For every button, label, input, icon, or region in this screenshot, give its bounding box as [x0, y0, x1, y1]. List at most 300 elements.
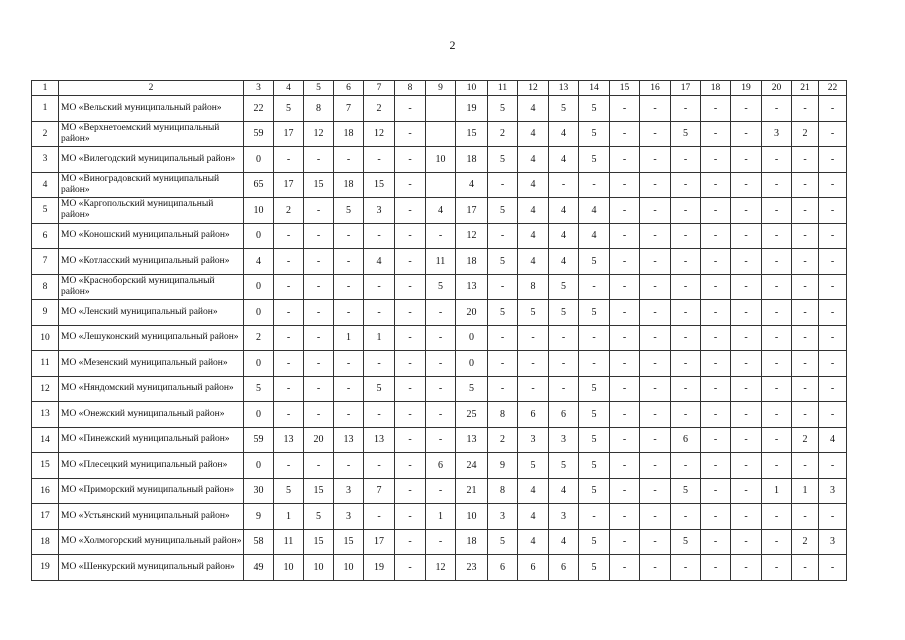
value-cell: 15 [456, 121, 488, 147]
value-cell: 10 [456, 504, 488, 530]
value-cell: - [274, 274, 304, 300]
value-cell: - [488, 274, 518, 300]
value-cell: - [701, 223, 731, 249]
value-cell: - [610, 478, 640, 504]
value-cell: - [304, 223, 334, 249]
value-cell: 8 [488, 478, 518, 504]
value-cell: - [610, 172, 640, 198]
value-cell: 5 [579, 555, 610, 581]
value-cell: - [274, 300, 304, 326]
value-cell: - [334, 274, 364, 300]
value-cell: 5 [549, 453, 579, 479]
value-cell: - [395, 96, 426, 122]
value-cell: - [304, 376, 334, 402]
value-cell: 19 [364, 555, 395, 581]
column-header: 1 [32, 81, 59, 96]
value-cell: - [762, 453, 792, 479]
value-cell: - [701, 478, 731, 504]
value-cell: - [640, 529, 671, 555]
value-cell: - [395, 198, 426, 224]
value-cell: - [274, 453, 304, 479]
value-cell: - [819, 555, 847, 581]
value-cell: 17 [274, 121, 304, 147]
row-number-cell: 19 [32, 555, 59, 581]
value-cell: 5 [274, 478, 304, 504]
value-cell: - [762, 198, 792, 224]
value-cell: 13 [364, 427, 395, 453]
value-cell: 15 [304, 529, 334, 555]
value-cell: - [610, 453, 640, 479]
value-cell: 7 [364, 478, 395, 504]
value-cell: - [610, 555, 640, 581]
column-header: 2 [59, 81, 244, 96]
value-cell: - [488, 172, 518, 198]
value-cell: - [426, 376, 456, 402]
value-cell: 4 [456, 172, 488, 198]
value-cell: 5 [549, 300, 579, 326]
row-number-cell: 3 [32, 147, 59, 173]
value-cell: 12 [364, 121, 395, 147]
district-name-cell: МО «Лешуконский муниципальный район» [59, 325, 244, 351]
value-cell: - [640, 427, 671, 453]
value-cell: 9 [244, 504, 274, 530]
value-cell: 58 [244, 529, 274, 555]
table-row [32, 172, 847, 198]
value-cell: - [364, 453, 395, 479]
value-cell: - [579, 274, 610, 300]
value-cell: - [426, 300, 456, 326]
value-cell: 17 [364, 529, 395, 555]
value-cell: 12 [426, 555, 456, 581]
column-header: 7 [364, 81, 395, 96]
value-cell: 0 [244, 402, 274, 428]
value-cell: 4 [518, 223, 549, 249]
value-cell: 19 [456, 96, 488, 122]
value-cell: - [395, 249, 426, 275]
value-cell: 5 [579, 249, 610, 275]
value-cell: - [792, 402, 819, 428]
value-cell: - [640, 402, 671, 428]
value-cell: - [819, 198, 847, 224]
value-cell: 0 [244, 274, 274, 300]
value-cell: - [395, 376, 426, 402]
value-cell: 59 [244, 121, 274, 147]
value-cell: 5 [549, 274, 579, 300]
value-cell: - [792, 249, 819, 275]
value-cell: - [304, 453, 334, 479]
value-cell: - [488, 325, 518, 351]
value-cell: 0 [244, 351, 274, 377]
value-cell: - [274, 402, 304, 428]
value-cell: - [731, 427, 762, 453]
value-cell: - [579, 351, 610, 377]
row-number-cell: 18 [32, 529, 59, 555]
value-cell: 5 [334, 198, 364, 224]
table-row [32, 351, 847, 377]
value-cell: - [671, 504, 701, 530]
value-cell: - [395, 325, 426, 351]
table-row [32, 427, 847, 453]
table-row [32, 121, 847, 147]
value-cell: - [792, 274, 819, 300]
value-cell: 23 [456, 555, 488, 581]
value-cell: 5 [579, 300, 610, 326]
district-name-cell: МО «Верхнетоемский муниципальный район» [59, 121, 244, 147]
column-header: 19 [731, 81, 762, 96]
value-cell: - [426, 351, 456, 377]
value-cell: - [364, 223, 395, 249]
value-cell: 4 [549, 478, 579, 504]
value-cell: 6 [518, 555, 549, 581]
district-name-cell: МО «Котласский муниципальный район» [59, 249, 244, 275]
value-cell: 7 [334, 96, 364, 122]
table-header-row [32, 81, 847, 96]
value-cell: - [792, 376, 819, 402]
value-cell: 15 [304, 478, 334, 504]
table-row [32, 453, 847, 479]
value-cell: 3 [762, 121, 792, 147]
row-number-cell: 11 [32, 351, 59, 377]
value-cell: 20 [304, 427, 334, 453]
value-cell: 4 [819, 427, 847, 453]
table-row [32, 96, 847, 122]
value-cell: - [819, 249, 847, 275]
table-row [32, 300, 847, 326]
value-cell: - [701, 325, 731, 351]
row-number-cell: 1 [32, 96, 59, 122]
value-cell: - [426, 223, 456, 249]
value-cell: - [395, 555, 426, 581]
value-cell: 2 [792, 427, 819, 453]
value-cell: - [549, 325, 579, 351]
row-number-cell: 14 [32, 427, 59, 453]
row-number-cell: 7 [32, 249, 59, 275]
value-cell: - [274, 223, 304, 249]
value-cell: 20 [456, 300, 488, 326]
row-number-cell: 13 [32, 402, 59, 428]
value-cell: 3 [819, 529, 847, 555]
column-header: 5 [304, 81, 334, 96]
value-cell: - [731, 274, 762, 300]
value-cell: 5 [549, 96, 579, 122]
value-cell: 11 [426, 249, 456, 275]
value-cell: - [762, 249, 792, 275]
value-cell: - [762, 96, 792, 122]
value-cell: 5 [579, 453, 610, 479]
value-cell: - [274, 147, 304, 173]
value-cell: - [395, 147, 426, 173]
district-name-cell: МО «Устьянский муниципальный район» [59, 504, 244, 530]
row-number-cell: 4 [32, 172, 59, 198]
row-number-cell: 5 [32, 198, 59, 224]
value-cell: 4 [518, 529, 549, 555]
value-cell: - [792, 555, 819, 581]
value-cell: 1 [334, 325, 364, 351]
value-cell: 5 [364, 376, 395, 402]
value-cell: - [610, 427, 640, 453]
district-name-cell: МО «Няндомский муниципальный район» [59, 376, 244, 402]
value-cell: 2 [274, 198, 304, 224]
value-cell: - [640, 249, 671, 275]
value-cell: - [334, 402, 364, 428]
value-cell: 4 [518, 249, 549, 275]
value-cell: 5 [488, 96, 518, 122]
district-name-cell: МО «Мезенский муниципальный район» [59, 351, 244, 377]
value-cell: - [640, 351, 671, 377]
value-cell: - [819, 453, 847, 479]
value-cell: - [671, 300, 701, 326]
column-header: 10 [456, 81, 488, 96]
table-row [32, 223, 847, 249]
district-name-cell: МО «Пинежский муниципальный район» [59, 427, 244, 453]
value-cell: 2 [488, 121, 518, 147]
value-cell: 2 [792, 121, 819, 147]
value-cell: - [819, 351, 847, 377]
value-cell: 3 [549, 504, 579, 530]
value-cell: - [762, 325, 792, 351]
value-cell: 5 [671, 478, 701, 504]
value-cell: - [762, 529, 792, 555]
value-cell: - [731, 504, 762, 530]
value-cell: - [792, 198, 819, 224]
value-cell: - [488, 351, 518, 377]
value-cell: 6 [549, 555, 579, 581]
value-cell: 10 [426, 147, 456, 173]
value-cell: - [334, 351, 364, 377]
value-cell: - [792, 504, 819, 530]
value-cell: - [395, 478, 426, 504]
value-cell: - [640, 96, 671, 122]
value-cell: - [364, 351, 395, 377]
value-cell: - [762, 300, 792, 326]
value-cell: 2 [488, 427, 518, 453]
table-row [32, 325, 847, 351]
statistics-table [31, 80, 847, 581]
value-cell: 18 [456, 249, 488, 275]
district-name-cell: МО «Красноборский муниципальный район» [59, 274, 244, 300]
column-header: 6 [334, 81, 364, 96]
value-cell: - [610, 529, 640, 555]
row-number-cell: 12 [32, 376, 59, 402]
value-cell: - [395, 300, 426, 326]
value-cell: - [610, 300, 640, 326]
value-cell: - [792, 325, 819, 351]
value-cell: 49 [244, 555, 274, 581]
row-number-cell: 6 [32, 223, 59, 249]
value-cell: - [610, 325, 640, 351]
value-cell: - [488, 376, 518, 402]
value-cell: 5 [579, 478, 610, 504]
value-cell: 6 [488, 555, 518, 581]
value-cell: 4 [244, 249, 274, 275]
value-cell: - [671, 376, 701, 402]
value-cell: - [701, 300, 731, 326]
value-cell: - [640, 172, 671, 198]
value-cell: - [701, 96, 731, 122]
value-cell: 6 [518, 402, 549, 428]
value-cell: - [334, 376, 364, 402]
value-cell [426, 96, 456, 122]
value-cell: 5 [671, 121, 701, 147]
district-name-cell: МО «Онежский муниципальный район» [59, 402, 244, 428]
district-name-cell: МО «Вельский муниципальный район» [59, 96, 244, 122]
value-cell: - [731, 147, 762, 173]
value-cell: 21 [456, 478, 488, 504]
value-cell: 10 [274, 555, 304, 581]
value-cell: 2 [364, 96, 395, 122]
value-cell: - [610, 402, 640, 428]
value-cell: - [640, 274, 671, 300]
value-cell: 15 [334, 529, 364, 555]
value-cell: - [395, 274, 426, 300]
value-cell: 17 [456, 198, 488, 224]
value-cell: - [395, 453, 426, 479]
value-cell: - [819, 147, 847, 173]
value-cell: - [819, 325, 847, 351]
value-cell: 30 [244, 478, 274, 504]
value-cell: - [671, 96, 701, 122]
table-row [32, 147, 847, 173]
value-cell: 9 [488, 453, 518, 479]
value-cell: - [701, 147, 731, 173]
value-cell: - [274, 376, 304, 402]
value-cell: 6 [671, 427, 701, 453]
value-cell: 8 [518, 274, 549, 300]
value-cell: 1 [762, 478, 792, 504]
value-cell: 6 [426, 453, 456, 479]
value-cell: - [610, 96, 640, 122]
value-cell: 18 [456, 529, 488, 555]
value-cell: - [819, 223, 847, 249]
value-cell: - [671, 453, 701, 479]
column-header: 9 [426, 81, 456, 96]
value-cell: 4 [579, 223, 610, 249]
value-cell: - [731, 198, 762, 224]
value-cell: - [579, 325, 610, 351]
value-cell: 1 [274, 504, 304, 530]
value-cell: - [549, 172, 579, 198]
value-cell: - [701, 453, 731, 479]
value-cell: - [701, 402, 731, 428]
value-cell: 5 [488, 147, 518, 173]
value-cell: 4 [549, 121, 579, 147]
value-cell: - [671, 198, 701, 224]
value-cell: 5 [488, 529, 518, 555]
value-cell: - [701, 274, 731, 300]
value-cell: 3 [334, 504, 364, 530]
value-cell: - [731, 249, 762, 275]
value-cell: - [819, 376, 847, 402]
value-cell: - [671, 274, 701, 300]
value-cell: - [731, 172, 762, 198]
value-cell: 5 [304, 504, 334, 530]
value-cell: - [395, 223, 426, 249]
district-name-cell: МО «Плесецкий муниципальный район» [59, 453, 244, 479]
district-name-cell: МО «Холмогорский муниципальный район» [59, 529, 244, 555]
value-cell: - [762, 376, 792, 402]
value-cell: 13 [456, 274, 488, 300]
value-cell: - [426, 529, 456, 555]
value-cell: 5 [579, 529, 610, 555]
value-cell: 10 [244, 198, 274, 224]
column-header: 14 [579, 81, 610, 96]
value-cell: 5 [579, 402, 610, 428]
value-cell: 18 [334, 121, 364, 147]
value-cell: - [364, 504, 395, 530]
column-header: 12 [518, 81, 549, 96]
table-row [32, 504, 847, 530]
value-cell: - [819, 300, 847, 326]
value-cell: - [610, 249, 640, 275]
value-cell: 1 [426, 504, 456, 530]
value-cell: - [549, 376, 579, 402]
value-cell: - [819, 402, 847, 428]
value-cell: 12 [456, 223, 488, 249]
column-header: 13 [549, 81, 579, 96]
value-cell: - [731, 351, 762, 377]
value-cell: - [731, 376, 762, 402]
value-cell: - [610, 351, 640, 377]
value-cell: - [304, 402, 334, 428]
value-cell: - [640, 147, 671, 173]
value-cell: - [304, 274, 334, 300]
value-cell: 0 [456, 351, 488, 377]
value-cell: - [610, 376, 640, 402]
column-header: 16 [640, 81, 671, 96]
value-cell: - [731, 96, 762, 122]
value-cell: - [610, 223, 640, 249]
column-header: 21 [792, 81, 819, 96]
value-cell: 6 [549, 402, 579, 428]
value-cell: - [304, 325, 334, 351]
value-cell: - [731, 555, 762, 581]
value-cell: - [701, 376, 731, 402]
value-cell: - [395, 427, 426, 453]
value-cell: - [762, 402, 792, 428]
value-cell: 11 [274, 529, 304, 555]
value-cell: - [518, 376, 549, 402]
value-cell: - [701, 529, 731, 555]
value-cell: - [579, 172, 610, 198]
value-cell: 4 [364, 249, 395, 275]
value-cell: 0 [456, 325, 488, 351]
table-row [32, 529, 847, 555]
value-cell: 4 [549, 249, 579, 275]
table-row [32, 249, 847, 275]
value-cell: - [395, 351, 426, 377]
value-cell: - [792, 223, 819, 249]
value-cell: 13 [274, 427, 304, 453]
value-cell: - [671, 325, 701, 351]
value-cell: - [579, 504, 610, 530]
column-header: 20 [762, 81, 792, 96]
value-cell: 3 [488, 504, 518, 530]
value-cell: - [426, 427, 456, 453]
value-cell: - [364, 147, 395, 173]
column-header: 11 [488, 81, 518, 96]
value-cell: - [819, 96, 847, 122]
value-cell: - [274, 351, 304, 377]
value-cell: 5 [426, 274, 456, 300]
value-cell: 4 [549, 223, 579, 249]
column-header: 8 [395, 81, 426, 96]
value-cell: - [701, 249, 731, 275]
page-number: 2 [449, 38, 456, 52]
value-cell: - [610, 274, 640, 300]
value-cell: - [304, 198, 334, 224]
column-header: 15 [610, 81, 640, 96]
value-cell: - [610, 121, 640, 147]
